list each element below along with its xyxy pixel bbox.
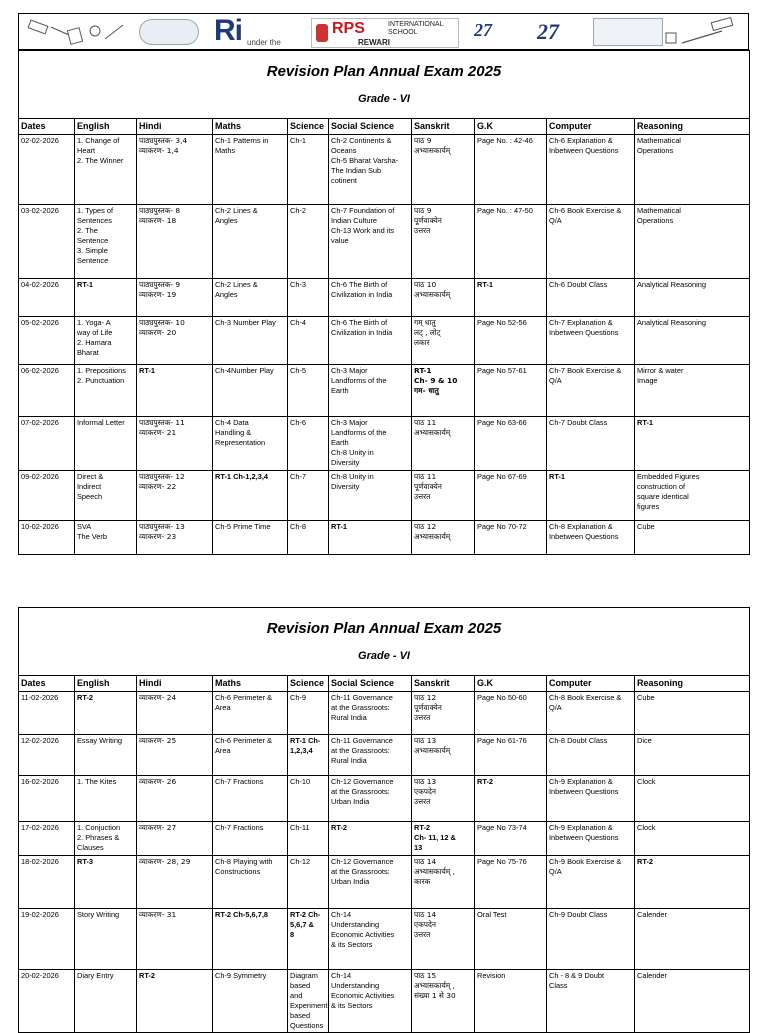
revision-plan-table-1	[18, 50, 750, 555]
computer-cell: Ch-7 Doubt Class	[547, 417, 635, 471]
column-header: English	[75, 676, 137, 692]
date-cell: 10-02-2026	[19, 521, 75, 555]
column-header: Maths	[213, 119, 288, 135]
reasoning-cell: Mirror & water Image	[635, 365, 750, 417]
hindi-cell: व्याकरण- 26	[137, 776, 213, 822]
gk-cell: Page No 50-60	[475, 692, 547, 735]
reasoning-cell: Calender	[635, 970, 750, 1033]
english-cell: 1. Prepositions 2. Punctuation	[75, 365, 137, 417]
sanskrit-cell: पाठ 12 अभ्यासकार्यम्	[412, 521, 475, 555]
science-cell: Diagram based and Experiment based Questions	[288, 970, 329, 1033]
english-cell: RT-2	[75, 692, 137, 735]
social-science-cell: RT-2	[329, 822, 412, 856]
computer-cell: Ch-7 Book Exercise & Q/A	[547, 365, 635, 417]
table-row	[19, 317, 750, 365]
hindi-cell: RT-1	[137, 365, 213, 417]
maths-cell: Ch-1 Patterns in Maths	[213, 135, 288, 205]
table-row	[19, 856, 750, 909]
ri-tagline: under the	[247, 38, 281, 47]
computer-cell: Ch-7 Explanation & Inbetween Questions	[547, 317, 635, 365]
computer-cell: Ch-8 Book Exercise & Q/A	[547, 692, 635, 735]
column-header: Hindi	[137, 119, 213, 135]
science-cell: RT-2 Ch-5,6,7 & 8	[288, 909, 329, 970]
reasoning-cell: Analytical Reasoning	[635, 279, 750, 317]
school-name-rps: RPS	[332, 20, 365, 37]
reasoning-cell: Clock	[635, 776, 750, 822]
maths-cell: Ch-7 Fractions	[213, 776, 288, 822]
column-header: English	[75, 119, 137, 135]
gk-cell: RT-1	[475, 279, 547, 317]
maths-cell: Ch-3 Number Play	[213, 317, 288, 365]
gk-cell: Page No 70-72	[475, 521, 547, 555]
table-row	[19, 471, 750, 521]
maths-cell: Ch-4Number Play	[213, 365, 288, 417]
social-science-cell: Ch-6 The Birth of Civilization in India	[329, 279, 412, 317]
sanskrit-cell: पाठ 11 अभ्यासकार्यम्	[412, 417, 475, 471]
social-science-cell: Ch-3 Major Landforms of the Earth Ch-8 Unity in Diversity	[329, 417, 412, 471]
sanskrit-cell: पाठ 15 अभ्यासकार्यम् , संख्या 1 से 30	[412, 970, 475, 1033]
date-cell: 07-02-2026	[19, 417, 75, 471]
anniversary-logo-small: 27	[474, 20, 492, 40]
science-cell: Ch-6	[288, 417, 329, 471]
sanskrit-cell: RT-1 Ch- 9 & 10 गम- धातु	[412, 365, 475, 417]
computer-cell: Ch-9 Book Exercise & Q/A	[547, 856, 635, 909]
column-header: Computer	[547, 676, 635, 692]
table-title: Revision Plan Annual Exam 2025	[266, 620, 502, 637]
table-row	[19, 970, 750, 1033]
hindi-cell: पाठ्यपुस्तक- 12 व्याकरण- 22	[137, 471, 213, 521]
computer-cell: Ch-6 Book Exercise & Q/A	[547, 205, 635, 279]
table-row	[19, 521, 750, 555]
gk-cell: Page No 75-76	[475, 856, 547, 909]
table-row	[19, 135, 750, 205]
maths-cell: RT-1 Ch-1,2,3,4	[213, 471, 288, 521]
english-cell: RT-3	[75, 856, 137, 909]
science-cell: Ch-9	[288, 692, 329, 735]
maths-cell: Ch-4 Data Handling & Representation	[213, 417, 288, 471]
anniversary-logo-large: 27	[537, 19, 559, 44]
hindi-cell: पाठ्यपुस्तक- 3,4 व्याकरण- 1,4	[137, 135, 213, 205]
science-cell: RT-1 Ch-1,2,3,4	[288, 735, 329, 776]
gk-cell: Page No 52-56	[475, 317, 547, 365]
english-cell: 1. Types of Sentences 2. The Sentence 3. Simple Sentence	[75, 205, 137, 279]
computer-cell: Ch-9 Explanation & Inbetween Questions	[547, 776, 635, 822]
hindi-cell: पाठ्यपुस्तक- 8 व्याकरण- 18	[137, 205, 213, 279]
english-cell: RT-1	[75, 279, 137, 317]
date-cell: 17-02-2026	[19, 822, 75, 856]
school-crest-icon	[316, 24, 328, 42]
date-cell: 05-02-2026	[19, 317, 75, 365]
hindi-cell: व्याकरण- 24	[137, 692, 213, 735]
stationery-doodle-icon	[662, 17, 742, 47]
date-cell: 16-02-2026	[19, 776, 75, 822]
date-cell: 11-02-2026	[19, 692, 75, 735]
social-science-cell: Ch-6 The Birth of Civilization in India	[329, 317, 412, 365]
reasoning-cell: RT-1	[635, 417, 750, 471]
social-science-cell: Ch-12 Governance at the Grassroots: Urban India	[329, 776, 412, 822]
computer-cell: Ch-9 Explanation & Inbetween Questions	[547, 822, 635, 856]
science-cell: Ch-2	[288, 205, 329, 279]
reasoning-cell: Mathematical Operations	[635, 135, 750, 205]
column-header: Sanskrit	[412, 119, 475, 135]
grade-label: Grade - VI	[358, 650, 410, 662]
gk-cell: RT-2	[475, 776, 547, 822]
partner-logo-right	[593, 18, 663, 46]
table-title: Revision Plan Annual Exam 2025	[266, 63, 502, 80]
column-header: Dates	[19, 119, 75, 135]
computer-cell: Ch-9 Doubt Class	[547, 909, 635, 970]
gk-cell: Page No 63-66	[475, 417, 547, 471]
column-header-row	[19, 119, 750, 135]
sanskrit-cell: पाठ 14 एकपदेन उत्तरत	[412, 909, 475, 970]
social-science-cell: Ch-7 Foundation of Indian Culture Ch-13 Work and its value	[329, 205, 412, 279]
table-row	[19, 692, 750, 735]
english-cell: 1. The Kites	[75, 776, 137, 822]
english-cell: Story Writing	[75, 909, 137, 970]
gk-cell: Oral Test	[475, 909, 547, 970]
maths-cell: Ch-6 Perimeter & Area	[213, 692, 288, 735]
sanskrit-cell: RT-2 Ch- 11, 12 & 13	[412, 822, 475, 856]
revision-plan-table-2	[18, 607, 750, 1033]
reasoning-cell: Calender	[635, 909, 750, 970]
table-row	[19, 822, 750, 856]
reasoning-cell: Cube	[635, 521, 750, 555]
column-header: Hindi	[137, 676, 213, 692]
hindi-cell: व्याकरण- 31	[137, 909, 213, 970]
hindi-cell: पाठ्यपुस्तक- 10 व्याकरण- 20	[137, 317, 213, 365]
sanskrit-cell: पाठ 11 पूर्णवाक्येन उत्तरत	[412, 471, 475, 521]
school-header-banner	[18, 13, 749, 50]
table-title-cell	[19, 608, 750, 676]
reasoning-cell: Dice	[635, 735, 750, 776]
column-header: Dates	[19, 676, 75, 692]
partner-logo	[139, 19, 199, 45]
maths-cell: Ch-6 Perimeter & Area	[213, 735, 288, 776]
gk-cell: Page No. : 42-46	[475, 135, 547, 205]
hindi-cell: पाठ्यपुस्तक- 11 व्याकरण- 21	[137, 417, 213, 471]
science-cell: Ch-4	[288, 317, 329, 365]
hindi-cell: RT-2	[137, 970, 213, 1033]
gk-cell: Page No 61-76	[475, 735, 547, 776]
gk-cell: Page No 67-69	[475, 471, 547, 521]
hindi-cell: पाठ्यपुस्तक- 13 व्याकरण- 23	[137, 521, 213, 555]
table-row	[19, 909, 750, 970]
column-header: Reasoning	[635, 119, 750, 135]
science-cell: Ch-3	[288, 279, 329, 317]
grade-label: Grade - VI	[358, 93, 410, 105]
reasoning-cell: Cube	[635, 692, 750, 735]
hindi-cell: पाठ्यपुस्तक- 9 व्याकरण- 19	[137, 279, 213, 317]
science-cell: Ch-7	[288, 471, 329, 521]
column-header: Social Science	[329, 119, 412, 135]
social-science-cell: Ch-11 Governance at the Grassroots: Rural India	[329, 735, 412, 776]
social-science-cell: RT-1	[329, 521, 412, 555]
social-science-cell: Ch-12 Governance at the Grassroots: Urban India	[329, 856, 412, 909]
gk-cell: Page No. : 47-50	[475, 205, 547, 279]
computer-cell: Ch - 8 & 9 Doubt Class	[547, 970, 635, 1033]
english-cell: 1. Yoga- A way of Life 2. Hamara Bharat	[75, 317, 137, 365]
english-cell: Diary Entry	[75, 970, 137, 1033]
sanskrit-cell: पाठ 9 पूर्णवाक्येन उत्तरत	[412, 205, 475, 279]
column-header: Science	[288, 119, 329, 135]
english-cell: SVA The Verb	[75, 521, 137, 555]
maths-cell: Ch-5 Prime Time	[213, 521, 288, 555]
maths-cell: Ch-2 Lines & Angles	[213, 205, 288, 279]
science-cell: Ch-11	[288, 822, 329, 856]
science-cell: Ch-12	[288, 856, 329, 909]
date-cell: 18-02-2026	[19, 856, 75, 909]
social-science-cell: Ch-14 Understanding Economic Activities & its Sectors	[329, 909, 412, 970]
english-cell: Essay Writing	[75, 735, 137, 776]
computer-cell: Ch-6 Doubt Class	[547, 279, 635, 317]
sanskrit-cell: गम् धातु लट् , लोट् लकार	[412, 317, 475, 365]
maths-cell: Ch-8 Playing with Constructions	[213, 856, 288, 909]
computer-cell: Ch-8 Doubt Class	[547, 735, 635, 776]
maths-cell: RT-2 Ch-5,6,7,8	[213, 909, 288, 970]
sanskrit-cell: पाठ 13 अभ्यासकार्यम्	[412, 735, 475, 776]
social-science-cell: Ch-8 Unity in Diversity	[329, 471, 412, 521]
gk-cell: Page No 73-74	[475, 822, 547, 856]
sanskrit-cell: पाठ 12 पूर्णवाक्येन उत्तरत	[412, 692, 475, 735]
computer-cell: Ch-8 Explanation & Inbetween Questions	[547, 521, 635, 555]
computer-cell: Ch-6 Explanation & Inbetween Questions	[547, 135, 635, 205]
ri-logo: Ri	[214, 14, 242, 47]
reasoning-cell: Embedded Figures construction of square identical figures	[635, 471, 750, 521]
english-cell: Direct & Indirect Speech	[75, 471, 137, 521]
gk-cell: Page No 57-61	[475, 365, 547, 417]
science-cell: Ch-8	[288, 521, 329, 555]
maths-cell: Ch-7 Fractions	[213, 822, 288, 856]
stationery-doodle-icon	[25, 17, 125, 47]
table-row	[19, 417, 750, 471]
date-cell: 12-02-2026	[19, 735, 75, 776]
hindi-cell: व्याकरण- 25	[137, 735, 213, 776]
school-name-intl: INTERNATIONAL SCHOOL	[388, 21, 444, 36]
english-cell: Informal Letter	[75, 417, 137, 471]
sanskrit-cell: पाठ 14 अभ्यासकार्यम् , कारक	[412, 856, 475, 909]
maths-cell: Ch-9 Symmetry	[213, 970, 288, 1033]
sanskrit-cell: पाठ 10 अभ्यासकार्यम्	[412, 279, 475, 317]
social-science-cell: Ch-14 Understanding Economic Activities & its Sectors	[329, 970, 412, 1033]
column-header: G.K	[475, 119, 547, 135]
date-cell: 20-02-2026	[19, 970, 75, 1033]
table-row	[19, 205, 750, 279]
reasoning-cell: RT-2	[635, 856, 750, 909]
date-cell: 09-02-2026	[19, 471, 75, 521]
column-header: Maths	[213, 676, 288, 692]
column-header: Science	[288, 676, 329, 692]
sanskrit-cell: पाठ 13 एकपदेन उत्तरत	[412, 776, 475, 822]
table-row	[19, 365, 750, 417]
computer-cell: RT-1	[547, 471, 635, 521]
column-header: Sanskrit	[412, 676, 475, 692]
gk-cell: Revision	[475, 970, 547, 1033]
column-header: Reasoning	[635, 676, 750, 692]
table-title-cell	[19, 51, 750, 119]
maths-cell: Ch-2 Lines & Angles	[213, 279, 288, 317]
table-row	[19, 776, 750, 822]
column-header: Computer	[547, 119, 635, 135]
column-header-row	[19, 676, 750, 692]
date-cell: 19-02-2026	[19, 909, 75, 970]
science-cell: Ch-5	[288, 365, 329, 417]
science-cell: Ch-10	[288, 776, 329, 822]
table-row	[19, 279, 750, 317]
social-science-cell: Ch-2 Continents & Oceans Ch-5 Bharat Varsha- The Indian Sub cotinent	[329, 135, 412, 205]
column-header: G.K	[475, 676, 547, 692]
school-city: REWARI	[358, 38, 390, 47]
rps-school-logo	[311, 18, 459, 48]
date-cell: 03-02-2026	[19, 205, 75, 279]
social-science-cell: Ch-11 Governance at the Grassroots: Rural India	[329, 692, 412, 735]
column-header: Social Science	[329, 676, 412, 692]
reasoning-cell: Analytical Reasoning	[635, 317, 750, 365]
hindi-cell: व्याकरण- 27	[137, 822, 213, 856]
date-cell: 02-02-2026	[19, 135, 75, 205]
reasoning-cell: Clock	[635, 822, 750, 856]
science-cell: Ch-1	[288, 135, 329, 205]
table-row	[19, 735, 750, 776]
english-cell: 1. Conjuction 2. Phrases & Clauses	[75, 822, 137, 856]
date-cell: 04-02-2026	[19, 279, 75, 317]
social-science-cell: Ch-3 Major Landforms of the Earth	[329, 365, 412, 417]
sanskrit-cell: पाठ 9 अभ्यासकार्यम्	[412, 135, 475, 205]
date-cell: 06-02-2026	[19, 365, 75, 417]
reasoning-cell: Mathematical Operations	[635, 205, 750, 279]
english-cell: 1. Change of Heart 2. The Winner	[75, 135, 137, 205]
hindi-cell: व्याकरण- 28, 29	[137, 856, 213, 909]
